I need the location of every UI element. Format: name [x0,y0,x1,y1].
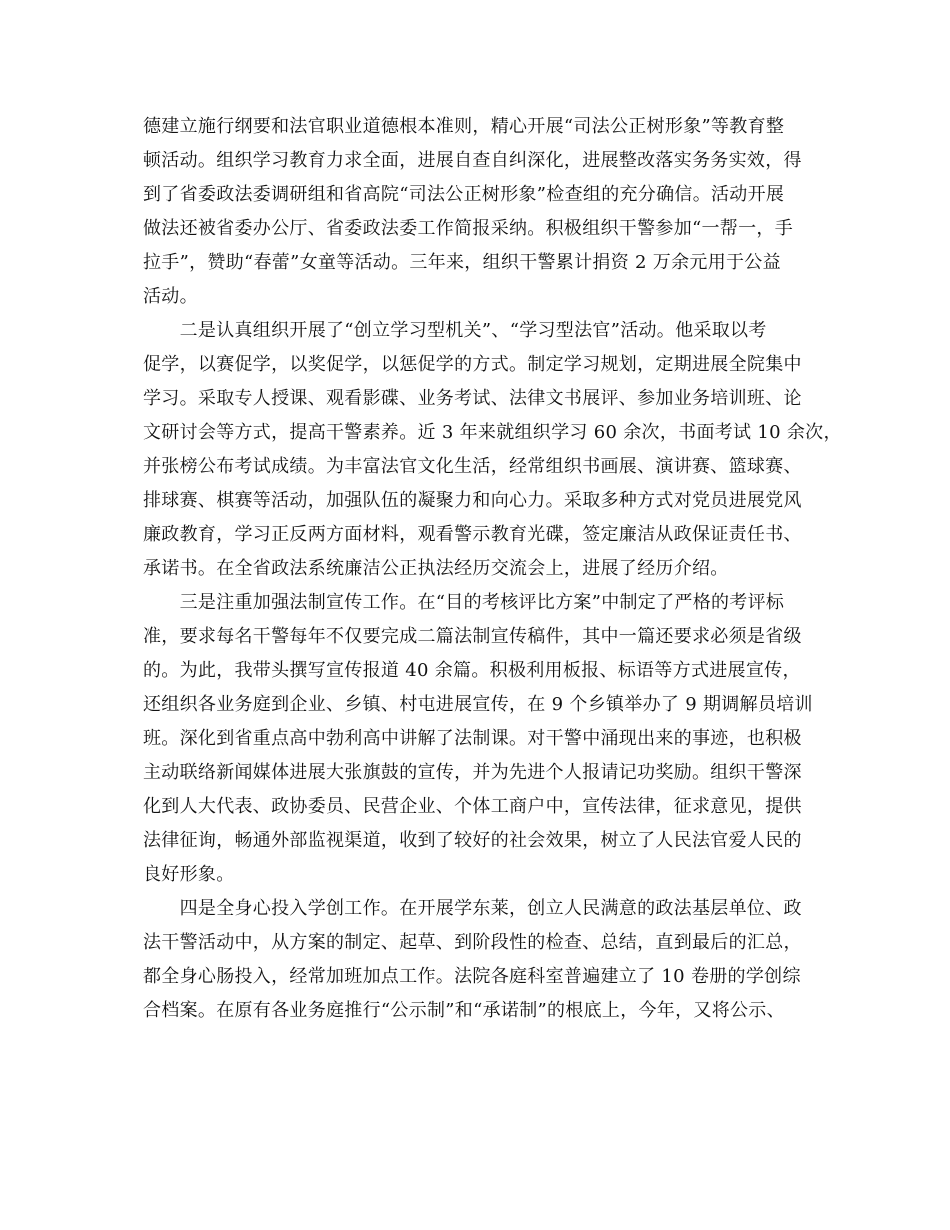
text-line: 廉政教育，学习正反两方面材料，观看警示教育光碟，签定廉洁从政保证责任书、 [143,524,802,545]
text-line: 班。深化到省重点高中勃利高中讲解了法制课。对干警中涌现出来的事迹，也积极 [143,728,802,749]
text-line: 化到人大代表、政协委员、民营企业、个体工商户中，宣传法律，征求意见，提供 [143,796,802,817]
text-line: 顿活动。组织学习教育力求全面，进展自查自纠深化，进展整改落实务务实效，得 [143,150,802,171]
text-line: 的。为此，我带头撰写宣传报道 40 余篇。积极利用板报、标语等方式进展宣传， [143,660,801,681]
text-line: 做法还被省委办公厅、省委政法委工作简报采纳。积极组织干警参加“一帮一，手 [143,218,793,239]
text-line: 活动。 [143,286,198,307]
text-line: 德建立施行纲要和法官职业道德根本准则，精心开展“司法公正树形象”等教育整 [143,116,785,137]
text-line: 并张榜公布考试成绩。为丰富法官文化生活，经常组织书画展、演讲赛、篮球赛、 [143,456,802,477]
text-line: 到了省委政法委调研组和省高院“司法公正树形象”检查组的充分确信。活动开展 [143,184,785,205]
paragraph [143,314,842,586]
text-line: 准，要求每名干警每年不仅要完成二篇法制宣传稿件，其中一篇还要求必须是省级 [143,626,802,647]
text-line: 学习。采取专人授课、观看影碟、业务考试、法律文书展评、参加业务培训班、论 [143,388,802,409]
text-line: 主动联络新闻媒体进展大张旗鼓的宣传，并为先进个人报请记功奖励。组织干警深 [143,762,802,783]
text-line: 法律征询，畅通外部监视渠道，收到了较好的社会效果，树立了人民法官爱人民的 [143,830,802,851]
text-line: 三是注重加强法制宣传工作。在“目的考核评比方案”中制定了严格的考评标 [143,592,785,613]
document-body [143,110,842,1028]
text-line: 良好形象。 [143,864,235,885]
text-line: 合档案。在原有各业务庭推行“公示制”和“承诺制”的根底上，今年，又将公示、 [143,1000,785,1021]
text-line: 还组织各业务庭到企业、乡镇、村屯进展宣传，在 9 个乡镇举办了 9 期调解员培训 [143,694,813,715]
text-line: 承诺书。在全省政法系统廉洁公正执法经历交流会上，进展了经历介绍。 [143,558,729,579]
text-line: 都全身心肠投入，经常加班加点工作。法院各庭科室普遍建立了 10 卷册的学创综 [143,966,801,987]
text-line: 排球赛、棋赛等活动，加强队伍的凝聚力和向心力。采取多种方式对党员进展党风 [143,490,802,511]
text-line: 拉手”，赞助“春蕾”女童等活动。三年来，组织干警累计捐资 2 万余元用于公益 [143,252,781,273]
text-line: 法干警活动中，从方案的制定、起草、到阶段性的检查、总结，直到最后的汇总， [143,932,802,953]
paragraph [143,586,823,892]
paragraph [143,892,823,1028]
text-line: 二是认真组织开展了“创立学习型机关”、“学习型法官”活动。他采取以考 [143,320,767,341]
text-line: 四是全身心投入学创工作。在开展学东莱，创立人民满意的政法基层单位、政 [143,898,802,919]
text-line: 促学，以赛促学，以奖促学，以惩促学的方式。制定学习规划，定期进展全院集中 [143,354,802,375]
paragraph [143,110,823,314]
text-line: 文研讨会等方式，提高干警素养。近 3 年来就组织学习 60 余次，书面考试 10 余次， [143,422,842,443]
